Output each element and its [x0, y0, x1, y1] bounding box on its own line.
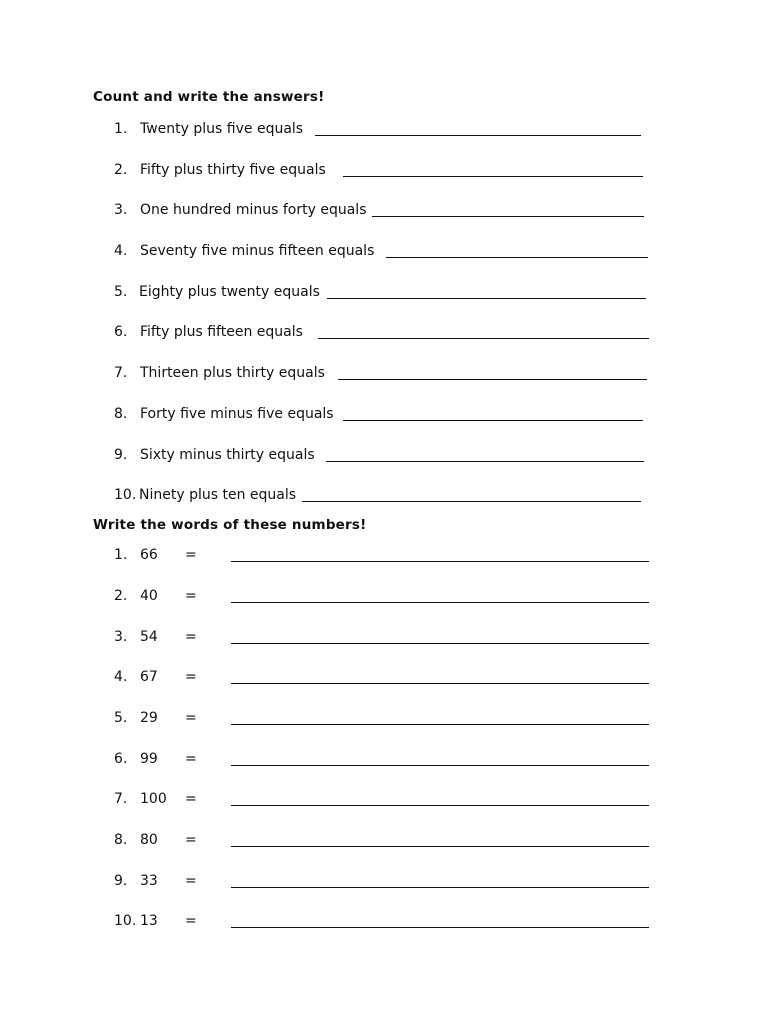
answer-line[interactable] [327, 298, 646, 299]
equals-sign: = [185, 873, 197, 889]
question-number: 3. [114, 202, 128, 218]
equals-sign: = [185, 588, 197, 604]
number-word-row [0, 547, 768, 567]
question-number: 6. [114, 324, 128, 340]
number-word-row [0, 588, 768, 608]
question-row [0, 324, 768, 344]
question-text: One hundred minus forty equals [140, 202, 367, 218]
question-row [0, 406, 768, 426]
item-number: 10. [114, 913, 137, 929]
number-value: 29 [140, 710, 158, 726]
equals-sign: = [185, 832, 197, 848]
equals-sign: = [185, 710, 197, 726]
item-number: 9. [114, 873, 128, 889]
equals-sign: = [185, 751, 197, 767]
section-heading-words: Write the words of these numbers! [93, 517, 367, 533]
equals-sign: = [185, 669, 197, 685]
equals-sign: = [185, 913, 197, 929]
number-word-row [0, 791, 768, 811]
question-row [0, 487, 768, 507]
question-number: 1. [114, 121, 128, 137]
question-number: 5. [114, 284, 128, 300]
item-number: 1. [114, 547, 128, 563]
answer-line[interactable] [326, 461, 644, 462]
question-number: 7. [114, 365, 128, 381]
answer-line[interactable] [231, 683, 649, 684]
question-number: 9. [114, 447, 128, 463]
answer-line[interactable] [343, 176, 643, 177]
item-number: 2. [114, 588, 128, 604]
item-number: 7. [114, 791, 128, 807]
number-value: 66 [140, 547, 158, 563]
question-text: Sixty minus thirty equals [140, 447, 315, 463]
equals-sign: = [185, 547, 197, 563]
answer-line[interactable] [231, 602, 649, 603]
number-word-row [0, 873, 768, 893]
answer-line[interactable] [231, 887, 649, 888]
question-row [0, 162, 768, 182]
number-word-row [0, 751, 768, 771]
question-text: Seventy five minus fifteen equals [140, 243, 375, 259]
number-value: 40 [140, 588, 158, 604]
number-value: 33 [140, 873, 158, 889]
number-word-row [0, 832, 768, 852]
item-number: 4. [114, 669, 128, 685]
answer-line[interactable] [302, 501, 641, 502]
question-row [0, 243, 768, 263]
question-text: Fifty plus fifteen equals [140, 324, 303, 340]
answer-line[interactable] [231, 561, 649, 562]
number-word-row [0, 913, 768, 933]
question-text: Eighty plus twenty equals [139, 284, 320, 300]
answer-line[interactable] [318, 338, 649, 339]
question-text: Twenty plus five equals [140, 121, 304, 137]
answer-line[interactable] [231, 805, 649, 806]
question-row [0, 365, 768, 385]
number-value: 67 [140, 669, 158, 685]
question-row [0, 202, 768, 222]
section-heading-count: Count and write the answers! [93, 89, 325, 105]
question-row [0, 121, 768, 141]
number-word-row [0, 629, 768, 649]
answer-line[interactable] [231, 846, 649, 847]
question-number: 8. [114, 406, 128, 422]
number-value: 99 [140, 751, 158, 767]
question-number: 4. [114, 243, 128, 259]
answer-line[interactable] [231, 643, 649, 644]
number-value: 80 [140, 832, 158, 848]
item-number: 5. [114, 710, 128, 726]
number-value: 100 [140, 791, 167, 807]
number-value: 54 [140, 629, 158, 645]
answer-line[interactable] [231, 724, 649, 725]
question-text: Fifty plus thirty five equals [140, 162, 326, 178]
question-row [0, 284, 768, 304]
question-text: Forty five minus five equals [140, 406, 334, 422]
answer-line[interactable] [338, 379, 647, 380]
answer-line[interactable] [386, 257, 648, 258]
number-value: 13 [140, 913, 158, 929]
answer-line[interactable] [343, 420, 643, 421]
answer-line[interactable] [315, 135, 641, 136]
item-number: 8. [114, 832, 128, 848]
answer-line[interactable] [372, 216, 644, 217]
question-text: Thirteen plus thirty equals [140, 365, 325, 381]
question-text: Ninety plus ten equals [139, 487, 297, 503]
question-number: 10. [114, 487, 137, 503]
number-word-row [0, 710, 768, 730]
question-row [0, 447, 768, 467]
item-number: 3. [114, 629, 128, 645]
number-word-row [0, 669, 768, 689]
answer-line[interactable] [231, 927, 649, 928]
answer-line[interactable] [231, 765, 649, 766]
item-number: 6. [114, 751, 128, 767]
equals-sign: = [185, 629, 197, 645]
question-number: 2. [114, 162, 128, 178]
equals-sign: = [185, 791, 197, 807]
